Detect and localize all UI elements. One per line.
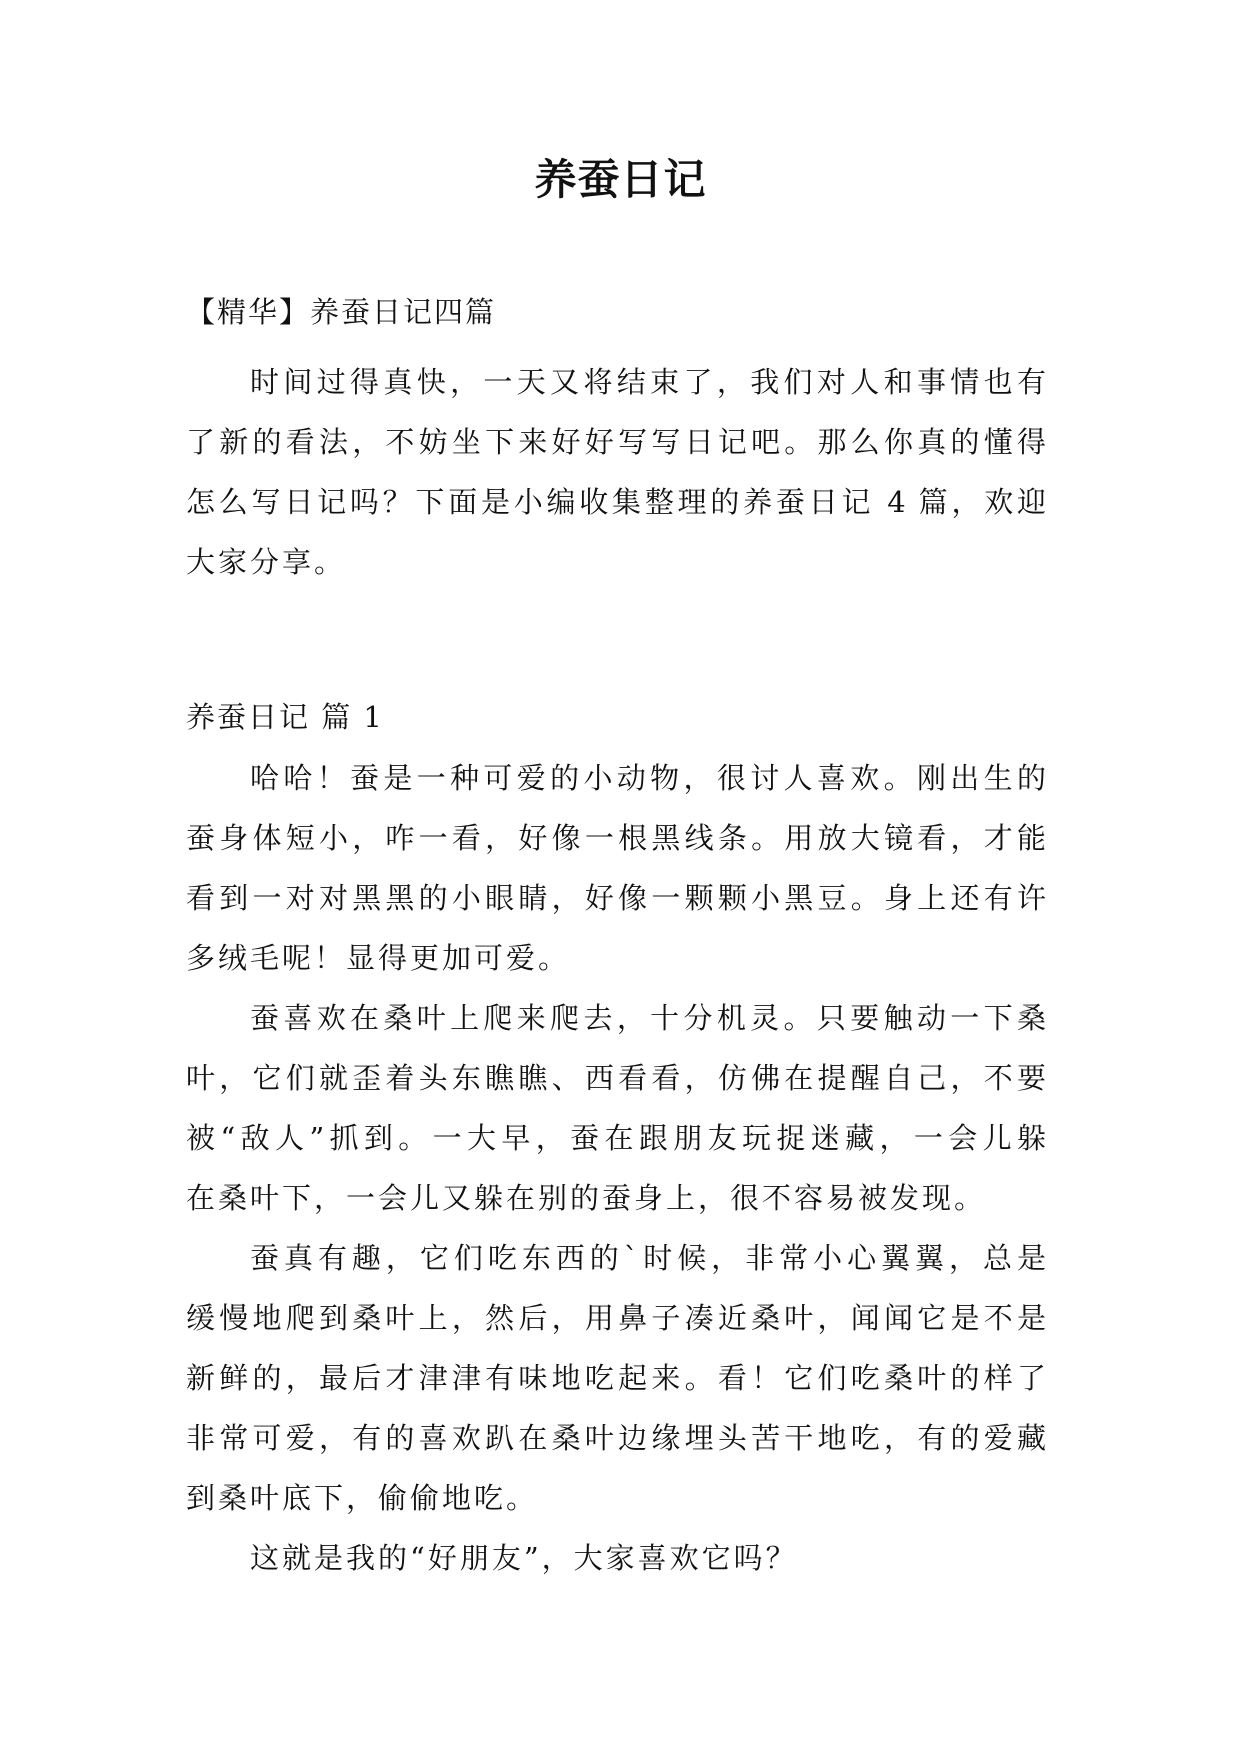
paragraph-line: 多绒毛呢！显得更加可爱。 (186, 941, 571, 975)
paragraph-line: 被“敌人”抓到。一大早，蚕在跟朋友玩捉迷藏，一会儿躲 (186, 1121, 1046, 1155)
intro-line: 大家分享。 (186, 545, 347, 579)
paragraph-line: 到桑叶底下，偷偷地吃。 (186, 1481, 539, 1515)
section-paragraph (186, 1228, 1046, 1528)
paragraph-line: 叶，它们就歪着头东瞧瞧、西看看，仿佛在提醒自己，不要 (186, 1061, 1046, 1095)
paragraph-line: 蚕真有趣，它们吃东西的`时候，非常小心翼翼，总是 (250, 1241, 1046, 1275)
paragraph-line: 在桑叶下，一会儿又躲在别的蚕身上，很不容易被发现。 (186, 1181, 987, 1215)
intro-paragraph (186, 352, 1046, 592)
document-title: 养蚕日记 (534, 155, 707, 204)
paragraph-line: 蚕喜欢在桑叶上爬来爬去，十分机灵。只要触动一下桑 (250, 1001, 1046, 1035)
intro-line: 怎么写日记吗？下面是小编收集整理的养蚕日记 4 篇，欢迎 (186, 485, 1046, 519)
document-subtitle: 【精华】养蚕日记四篇 (186, 295, 497, 329)
paragraph-line: 看到一对对黑黑的小眼睛，好像一颗颗小黑豆。身上还有许 (186, 881, 1046, 915)
intro-line: 时间过得真快，一天又将结束了，我们对人和事情也有 (250, 365, 1046, 399)
section-paragraph (186, 748, 1046, 988)
paragraph-line: 哈哈！蚕是一种可爱的小动物，很讨人喜欢。刚出生的 (250, 761, 1046, 795)
intro-line: 了新的看法，不妨坐下来好好写写日记吧。那么你真的懂得 (186, 425, 1046, 459)
paragraph-line: 这就是我的“好朋友”，大家喜欢它吗？ (250, 1541, 798, 1575)
section-paragraph (186, 1528, 1046, 1588)
paragraph-line: 缓慢地爬到桑叶上，然后，用鼻子凑近桑叶，闻闻它是不是 (186, 1301, 1046, 1335)
paragraph-line: 蚕身体短小，咋一看，好像一根黑线条。用放大镜看，才能 (186, 821, 1046, 855)
section-heading: 养蚕日记 篇 1 (186, 700, 384, 734)
section-paragraph (186, 988, 1046, 1228)
paragraph-line: 新鲜的，最后才津津有味地吃起来。看！它们吃桑叶的样了 (186, 1361, 1046, 1395)
paragraph-line: 非常可爱，有的喜欢趴在桑叶边缘埋头苦干地吃，有的爱藏 (186, 1421, 1046, 1455)
